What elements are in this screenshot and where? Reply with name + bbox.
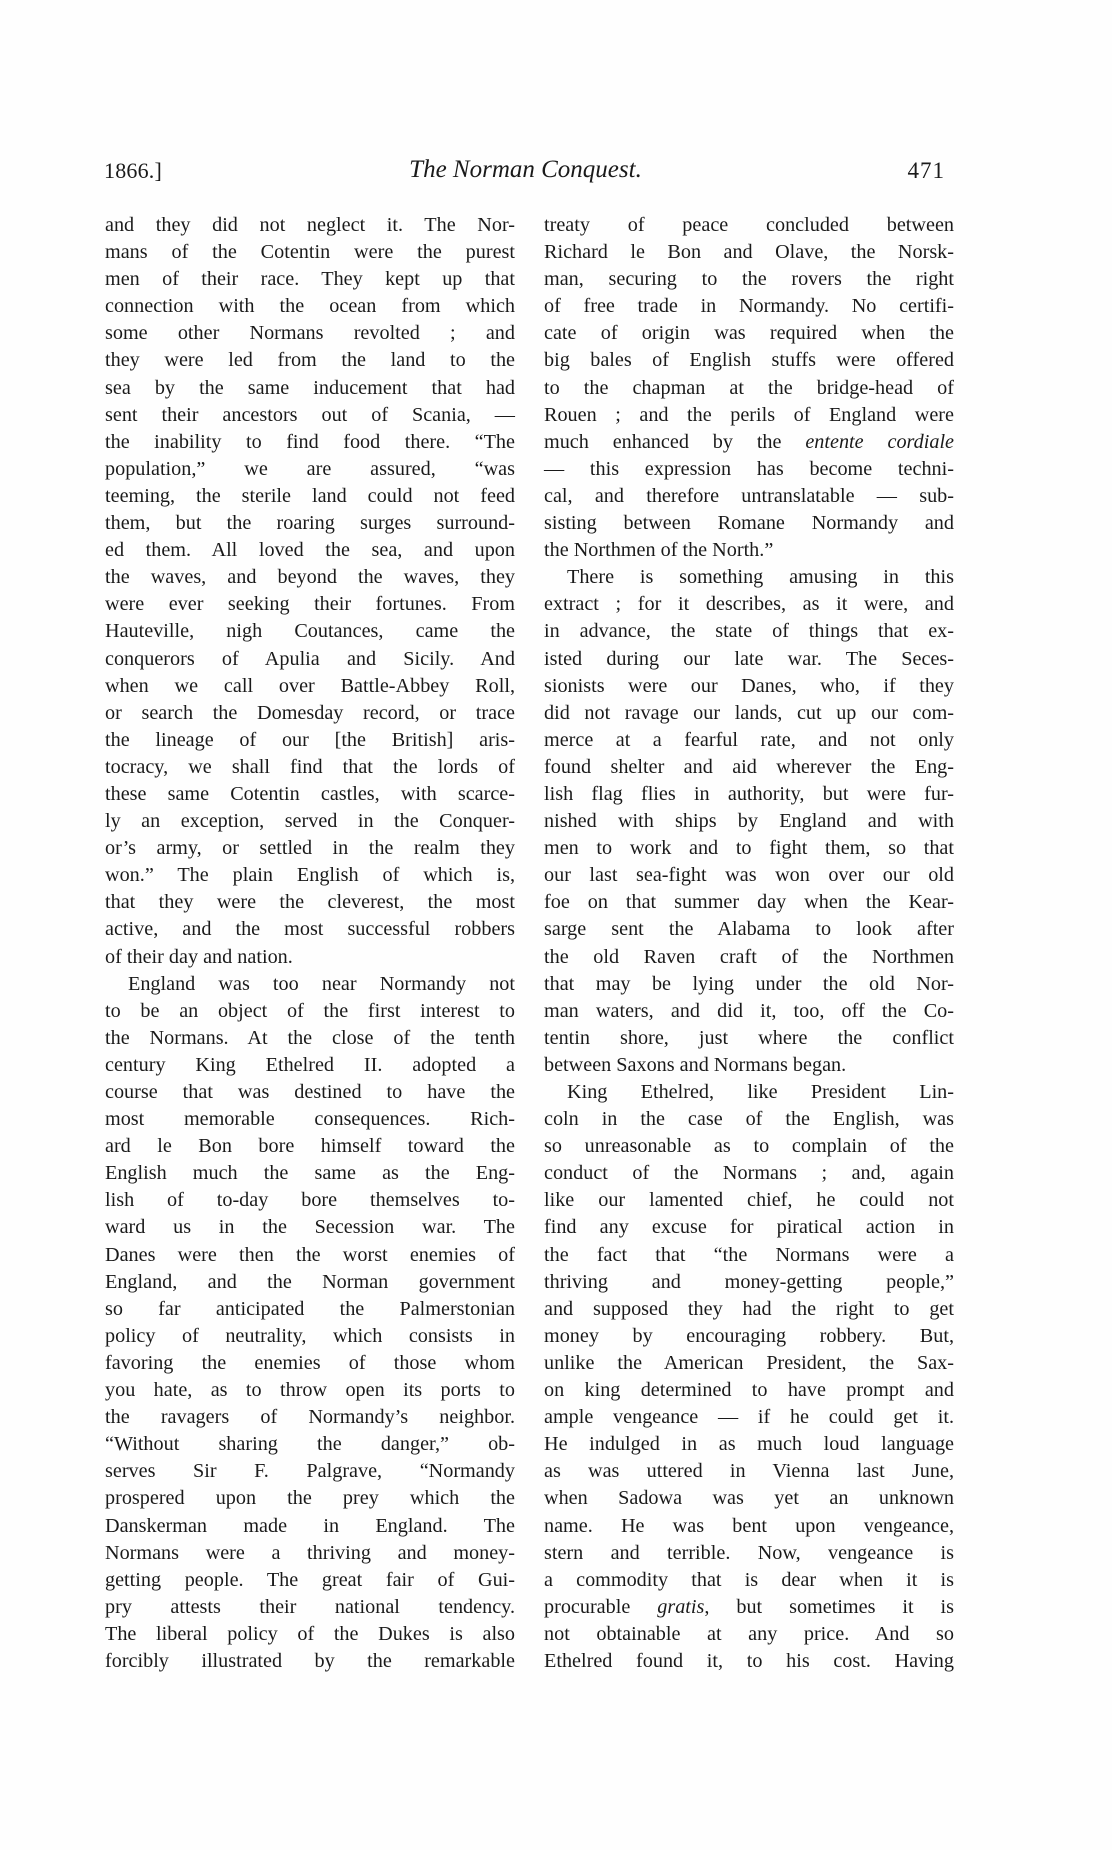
text-line-content: or search the Domesday record, or trace [105,701,515,724]
text-line [105,1052,515,1079]
text-line [105,1214,515,1241]
text-line-content: cal, and therefore untranslatable — sub- [544,484,954,507]
text-line-content: the old Raven craft of the Northmen [544,945,954,968]
text-line [544,1594,954,1621]
text-line-content: policy of neutrality, which consists in [105,1324,515,1347]
text-line-content: population,” we are assured, “was [105,457,515,480]
text-line [105,212,515,239]
text-line [105,646,515,673]
text-line-content: active, and the most successful robbers [105,918,515,941]
text-line-content: these same Cotentin castles, with scarce- [105,782,515,805]
text-line [105,1133,515,1160]
text-line [105,1106,515,1133]
text-line [105,1242,515,1269]
text-line [105,1160,515,1187]
text-line-content: ample vengeance — if he could get it. [544,1406,954,1429]
text-line [544,1187,954,1214]
text-line-content: the ravagers of Normandy’s neighbor. [105,1406,515,1429]
italic-phrase: gratis [657,1595,705,1618]
text-line [544,781,954,808]
text-line [544,971,954,998]
text-line [105,266,515,293]
text-line [105,618,515,645]
text-line-content: the lineage of our [the British] aris- [105,728,515,751]
text-line [105,456,515,483]
text-line [544,1079,954,1106]
text-line-content: the Normans. At the close of the tenth [105,1026,515,1049]
text-line-content: man waters, and did it, too, off the Co- [544,999,954,1022]
text-line-content: serves Sir F. Palgrave, “Normandy [105,1460,515,1483]
text-line [544,1377,954,1404]
text-line [544,1052,954,1079]
text-line-content: in advance, the state of things that ex- [544,620,954,643]
text-line [544,1133,954,1160]
text-line [544,429,954,456]
text-line-content: cate of origin was required when the [544,322,954,345]
text-line-content: conquerors of Apulia and Sicily. And [105,647,515,670]
text-line-content: sea by the same inducement that had [105,376,515,399]
text-line [544,673,954,700]
text-line [105,564,515,591]
text-line [544,375,954,402]
text-line-content: treaty of peace concluded between [544,214,954,236]
text-line [544,916,954,943]
text-line-content: not obtainable at any price. And so [544,1622,954,1645]
text-line-content: procurable [544,1595,658,1618]
text-line-content: Normans were a thriving and money- [105,1541,515,1564]
text-line-content: King Ethelred, like President Lin- [567,1081,954,1103]
text-line [105,1187,515,1214]
text-line-content: and they did not neglect it. The Nor- [105,214,515,236]
text-line-content: money by encouraging robbery. But, [544,1324,954,1347]
text-line-content: sent their ancestors out of Scania, — [105,403,515,426]
text-line [105,1323,515,1350]
text-line-content: of their day and nation. [105,945,293,968]
text-line-content: century King Ethelred II. adopted a [105,1053,515,1076]
text-line [544,1025,954,1052]
text-line [544,456,954,483]
text-line-content: Ethelred found it, to his cost. Having [544,1649,954,1672]
text-line [544,1513,954,1540]
text-line-content: Hauteville, nigh Coutances, came the [105,620,515,643]
text-line [544,293,954,320]
text-line [544,1648,954,1675]
text-line [105,1540,515,1567]
running-header-year: 1866.] [104,158,163,183]
text-line-content: He indulged in as much loud language [544,1433,954,1456]
text-line-content: most memorable consequences. Rich- [105,1108,515,1131]
text-line-content: you hate, as to throw open its ports to [105,1379,515,1402]
text-line-content: a commodity that is dear when it is [544,1568,954,1591]
text-line-content: English much the same as the Eng- [105,1162,515,1185]
text-line [105,781,515,808]
text-line [544,1323,954,1350]
text-line [105,1458,515,1485]
text-line-content: did not ravage our lands, cut up our com- [544,701,954,724]
text-line [544,1485,954,1512]
text-line [105,1485,515,1512]
text-line-content: the inability to find food there. “The [105,430,515,453]
text-line-content: teeming, the sterile land could not feed [105,484,515,507]
text-line-content: the waves, and beyond the waves, they [105,566,515,589]
text-line-content: sionists were our Danes, who, if they [544,674,954,697]
text-line-content: England, and the Norman government [105,1270,515,1293]
text-line-content: thriving and money-getting people,” [544,1270,954,1293]
text-line-content: that they were the cleverest, the most [105,891,515,914]
text-line-content: of free trade in Normandy. No certifi- [544,295,954,318]
text-line [105,889,515,916]
text-line-content: There is something amusing in this [567,566,954,589]
text-line-content: that may be lying under the old Nor- [544,972,954,995]
text-line [105,429,515,456]
text-line-content: nished with ships by England and with [544,810,954,833]
text-line-content: some other Normans revolted ; and [105,322,515,345]
text-line-content: and supposed they had the right to get [544,1297,954,1320]
text-line-content: sarge sent the Alabama to look after [544,918,954,941]
text-line-content: the fact that “the Normans were a [544,1243,954,1266]
text-line [544,347,954,374]
text-line-content: tocracy, we shall find that the lords of [105,755,515,778]
text-line-content: favoring the enemies of those whom [105,1351,515,1374]
text-line-content: Danskerman made in England. The [105,1514,515,1537]
text-line-content: so far anticipated the Palmerstonian [105,1297,515,1320]
text-line-content: course that was destined to have the [105,1081,515,1103]
text-line [544,1242,954,1269]
text-line [544,998,954,1025]
text-line [105,239,515,266]
text-line [544,320,954,347]
text-line-content: our last sea-fight was won over our old [544,864,954,887]
text-line-content: ly an exception, served in the Conquer- [105,810,515,833]
text-line [105,727,515,754]
text-line-content: on king determined to have prompt and [544,1379,954,1402]
text-line [105,971,515,998]
text-line-content: extract ; for it describes, as it were, and [544,593,954,616]
text-line [544,727,954,754]
text-line [105,835,515,862]
running-header [104,158,947,188]
text-line-content: to the chapman at the bridge-head of [544,376,954,399]
text-line [544,239,954,266]
text-column-right [544,212,954,1675]
text-line-content: were ever seeking their fortunes. From [105,593,515,616]
text-line-content: men of their race. They kept up that [105,268,515,291]
text-line-content: tentin shore, just where the conflict [544,1026,954,1049]
text-line-content: stern and terrible. Now, vengeance is [544,1541,954,1564]
text-line-content: when we call over Battle-Abbey Roll, [105,674,515,697]
text-line-content: men to work and to fight them, so that [544,837,954,860]
text-line-content: when Sadowa was yet an unknown [544,1487,954,1510]
text-line-content: unlike the American President, the Sax- [544,1351,954,1374]
text-line-content: ed them. All loved the sea, and upon [105,539,515,562]
text-line-content: so unreasonable as to complain of the [544,1135,954,1158]
text-line [105,944,515,971]
text-line-content: mans of the Cotentin were the purest [105,241,515,264]
text-line [544,618,954,645]
text-line-content: they were led from the land to the [105,349,515,372]
text-line [105,1594,515,1621]
text-line-content: “Without sharing the danger,” ob- [105,1433,515,1456]
text-line-content: them, but the roaring surges surround- [105,512,515,535]
text-line [105,1350,515,1377]
text-line-content: much enhanced by the [544,430,806,453]
text-line-content: lish flag flies in authority, but were fur- [544,782,954,805]
text-line-content: man, securing to the rovers the right [544,268,954,291]
text-line-content: Danes were then the worst enemies of [105,1243,515,1266]
text-line-content: as was uttered in Vienna last June, [544,1460,954,1483]
text-line-content: sisting between Romane Normandy and [544,512,954,535]
text-column-left [105,212,515,1675]
text-line-content: big bales of English stuffs were offered [544,349,954,372]
text-line [544,700,954,727]
text-line [105,998,515,1025]
text-line [105,347,515,374]
text-line-content: ward us in the Secession war. The [105,1216,515,1239]
text-line [544,1458,954,1485]
text-line [105,1648,515,1675]
text-line-content: the Northmen of the North.” [544,539,774,562]
text-line-content: coln in the case of the English, was [544,1108,954,1131]
text-line-content: connection with the ocean from which [105,295,515,318]
running-header-title: The Norman Conquest. [409,156,642,183]
text-line [544,754,954,781]
text-line [544,1621,954,1648]
text-line [105,1567,515,1594]
text-line-content: , but sometimes it is [704,1595,954,1618]
text-line-content: or’s army, or settled in the realm they [105,837,515,860]
text-line-content: find any excuse for piratical action in [544,1216,954,1239]
text-line-content: pry attests their national tendency. [105,1595,515,1618]
text-line-content: isted during our late war. The Seces- [544,647,954,670]
text-line [105,700,515,727]
text-line [105,293,515,320]
text-line [105,510,515,537]
text-line [544,944,954,971]
text-line-content: Rouen ; and the perils of England were [544,403,954,426]
text-line-content: found shelter and aid wherever the Eng- [544,755,954,778]
text-line [544,808,954,835]
text-line-content: between Saxons and Normans began. [544,1053,847,1076]
page-number: 471 [907,158,945,183]
text-line [105,537,515,564]
text-line [544,591,954,618]
text-line [544,402,954,429]
text-line [544,1296,954,1323]
text-line-content: — this expression has become techni- [544,457,954,480]
italic-phrase: entente cordiale [805,430,955,453]
text-line-content: conduct of the Normans ; and, again [544,1162,954,1185]
text-line-content: Richard le Bon and Olave, the Norsk- [544,241,954,264]
text-line-content: England was too near Normandy not [128,972,515,995]
text-line [105,1079,515,1106]
text-line-content: to be an object of the first interest to [105,999,515,1022]
text-line [544,1214,954,1241]
text-line [544,835,954,862]
text-line [105,1025,515,1052]
text-line [105,1269,515,1296]
text-line [544,646,954,673]
text-line-content: getting people. The great fair of Gui- [105,1568,515,1591]
text-line [105,1513,515,1540]
text-line [105,402,515,429]
text-line [544,1106,954,1133]
text-line [544,510,954,537]
text-line [105,1621,515,1648]
text-line [105,591,515,618]
text-line-content: lish of to-day bore themselves to- [105,1189,515,1212]
text-line [105,1296,515,1323]
text-line [105,916,515,943]
text-line [105,320,515,347]
text-line-content: name. He was bent upon vengeance, [544,1514,954,1537]
text-line [544,483,954,510]
text-line [105,483,515,510]
text-line [544,537,954,564]
text-line [105,862,515,889]
text-line [544,564,954,591]
text-line-content: foe on that summer day when the Kear- [544,891,954,914]
text-line [544,212,954,239]
text-line [105,1377,515,1404]
text-line [105,808,515,835]
text-line-content: like our lamented chief, he could not [544,1189,954,1212]
text-line [544,1404,954,1431]
text-line [105,754,515,781]
text-line [544,862,954,889]
text-line [544,1160,954,1187]
text-line-content: merce at a fearful rate, and not only [544,728,954,751]
text-line [544,889,954,916]
text-line [105,1404,515,1431]
text-line-content: forcibly illustrated by the remarkable [105,1649,515,1672]
text-line [544,1350,954,1377]
text-line [105,673,515,700]
text-line [544,1540,954,1567]
text-line-content: The liberal policy of the Dukes is also [105,1622,515,1645]
text-line-content: prospered upon the prey which the [105,1487,515,1510]
text-line [105,1431,515,1458]
text-line [544,1269,954,1296]
text-line-content: ard le Bon bore himself toward the [105,1135,515,1158]
text-line [544,1567,954,1594]
text-line [544,266,954,293]
text-line-content: won.” The plain English of which is, [105,864,515,887]
text-line [544,1431,954,1458]
text-line [105,375,515,402]
